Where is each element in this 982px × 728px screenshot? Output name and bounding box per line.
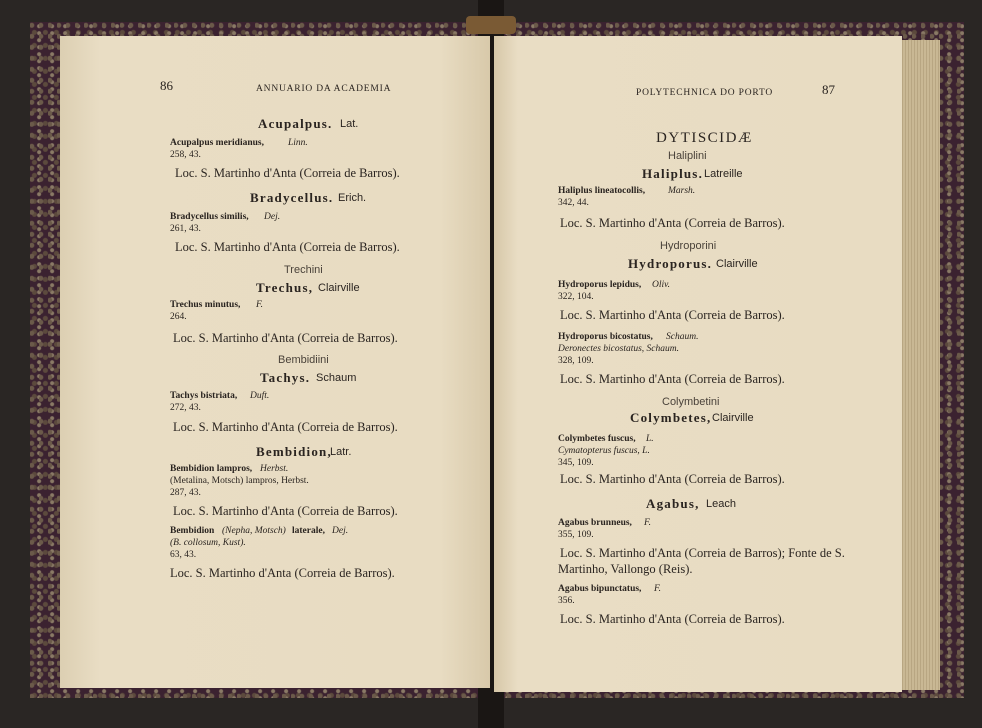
page-number: 87 [822,82,835,97]
genus-heading: Bradycellus. [250,190,334,205]
species-ref: 342, 44. [558,198,589,208]
species-author: Dej. [332,526,349,536]
locality: Loc. S. Martinho d'Anta (Correia de Barros). [560,472,785,486]
genus-heading: Agabus, [646,496,700,511]
locality-long-continued: Martinho, Vallongo (Reis). [558,562,693,576]
genus-author: Leach [706,498,736,510]
species-synonym: (Metalina, Motsch) lampros, Herbst. [170,476,309,486]
species-synonym: Deronectes bicostatus, Schaum. [558,344,680,354]
locality: Loc. S. Martinho d'Anta (Correia de Barros). [560,372,785,386]
locality: Loc. S. Martinho d'Anta (Correia de Barros). [173,504,398,518]
species-name: Hydroporus lepidus, [558,280,642,290]
locality: Loc. S. Martinho d'Anta (Correia de Barros). [173,331,398,345]
species-synonym: Cymatopterus fuscus, L. [558,446,650,456]
genus-heading: Hydroporus. [628,256,713,271]
species-synonym: (B. collosum, Kust). [170,538,246,548]
species-author: F. [644,518,651,528]
species-ref: 264. [170,312,187,322]
species-author: Dej. [264,212,281,222]
tribe-heading: Bembidiini [278,354,329,366]
species-ref: 287, 43. [170,488,201,498]
species-name: Bradycellus similis, [170,212,249,222]
genus-heading: Acupalpus. [258,116,333,131]
species-ref: 272, 43. [170,403,201,413]
running-header: POLYTECHNICA DO PORTO [636,88,774,98]
species-name: Bembidion [170,526,215,536]
genus-heading: Trechus, [256,280,314,295]
species-ref: 356. [558,596,575,606]
genus-author: Lat. [340,118,359,130]
genus-heading: Bembidion, [256,444,332,459]
species-ref: 63, 43. [170,550,197,560]
tribe-heading: Trechini [284,264,323,276]
locality: Loc. S. Martinho d'Anta (Correia de Barros). [560,308,785,322]
species-name: Bembidion lampros, [170,464,253,474]
species-author: Duft. [250,391,270,401]
species-ref: 261, 43. [170,224,201,234]
species-name: Agabus bipunctatus, [558,584,642,594]
genus-author: Clairville [318,282,360,294]
locality: Loc. S. Martinho d'Anta (Correia de Barros). [175,240,400,254]
species-ref: 345, 109. [558,458,594,468]
species-author: Linn. [288,138,308,148]
species-epithet: laterale, [292,526,325,536]
locality: Loc. S. Martinho d'Anta (Correia de Barros). [175,166,400,180]
tribe-heading: Haliplini [668,150,707,162]
page-number: 86 [160,78,173,93]
species-subgenus: (Nepha, Motsch) [222,526,286,536]
page-edges [900,40,940,690]
species-name: Agabus brunneus, [558,518,632,528]
genus-author: Clairville [716,258,758,270]
species-ref: 355, 109. [558,530,594,540]
genus-heading: Haliplus. [642,166,704,181]
species-author: F. [654,584,661,594]
species-author: F. [256,300,263,310]
locality: Loc. S. Martinho d'Anta (Correia de Barros). [173,420,398,434]
genus-author: Clairville [712,412,754,424]
species-author: L. [646,434,654,444]
species-author: Marsh. [668,186,696,196]
locality-long: Loc. S. Martinho d'Anta (Correia de Barros); Fonte de S. [560,546,845,560]
species-ref: 322, 104. [558,292,594,302]
family-heading: DYTISCIDÆ [656,130,753,146]
species-name: Tachys bistriata, [170,391,238,401]
locality: Loc. S. Martinho d'Anta (Correia de Barros). [170,566,395,580]
species-name: Haliplus lineatocollis, [558,186,646,196]
genus-author: Latr. [330,446,352,458]
locality: Loc. S. Martinho d'Anta (Correia de Barros). [560,612,785,626]
genus-author: Schaum [316,372,357,384]
genus-heading: Tachys. [260,370,311,385]
genus-heading: Colymbetes, [630,410,712,425]
species-author: Schaum. [666,332,699,342]
species-author: Herbst. [260,464,289,474]
genus-author: Erich. [338,192,367,204]
species-name: Acupalpus meridianus, [170,138,264,148]
species-ref: 328, 109. [558,356,594,366]
species-name: Hydroporus bicostatus, [558,332,653,342]
species-name: Colymbetes fuscus, [558,434,636,444]
genus-author: Latreille [704,168,743,180]
tribe-heading: Colymbetini [662,396,720,408]
right-page [494,36,902,692]
species-author: Oliv. [652,280,671,290]
species-name: Trechus minutus, [170,300,241,310]
species-ref: 258, 43. [170,150,201,160]
locality: Loc. S. Martinho d'Anta (Correia de Barros). [560,216,785,230]
tribe-heading: Hydroporini [660,240,717,252]
left-page [60,36,490,688]
running-header: ANNUARIO DA ACADEMIA [256,84,392,94]
spine-headband [466,16,516,34]
